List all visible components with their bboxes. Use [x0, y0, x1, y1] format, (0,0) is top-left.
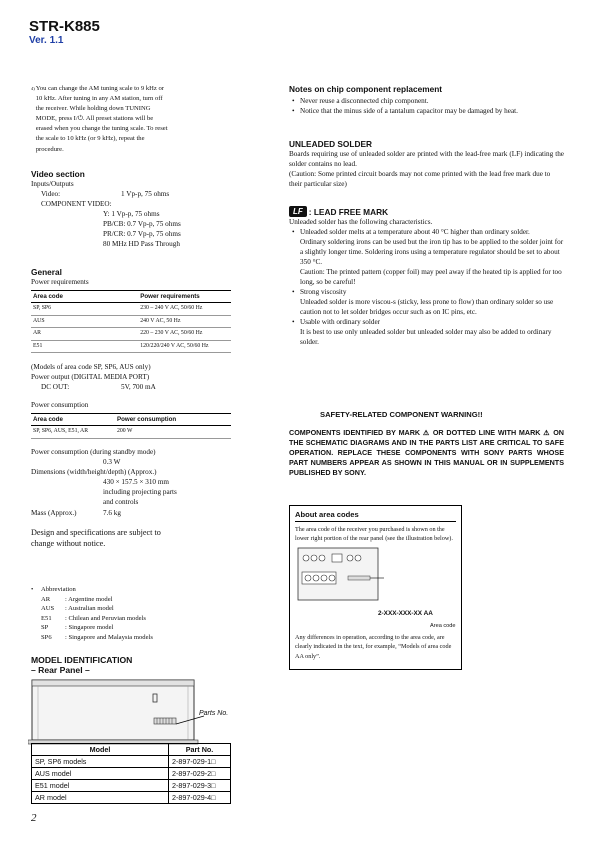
footnote-line: You can change the AM tuning scale to 9 kHz or	[35, 85, 164, 92]
video-section	[31, 169, 253, 249]
parts-no-label: Parts No.	[199, 710, 229, 717]
model-title: STR-K885	[29, 18, 100, 35]
safety-text: COMPONENTS IDENTIFIED BY MARK ⚠ OR DOTTED LINE WITH MARK ⚠ ON THE SCHEMATIC DIAGRAMS AND IN THE PARTS LIST ARE CRITICAL TO SAFE OPERATION. REPLACE THESE COMPONENTS WITH SONY PARTS WHOSE PART NUMBERS APPEAR AS SHOWN IN THIS MANUAL OR IN SUPPLEMENTS PUBLISHED BY SONY.	[289, 428, 564, 477]
footnote-line: 10 kHz. After tuning in any AM station, turn off	[35, 95, 163, 103]
table-cell: 200 W	[115, 426, 231, 439]
footnote-marker: 4)	[31, 86, 35, 91]
power-consumption-label: Power consumption	[31, 401, 89, 410]
chip-notes	[289, 84, 564, 116]
list-item: AUS : Australian model	[41, 605, 114, 613]
power-requirements-table	[31, 290, 231, 353]
abbreviation-section: • Abbreviation AR : Argentine model AUS : Australian model E51 : Chilean and Peruvian models SP : Singapore model SP6 : Singapore and Malaysia models	[31, 585, 253, 643]
table-row	[32, 756, 231, 768]
component-value: 80 MHz HD Pass Through	[103, 240, 180, 248]
footnote-line: MODE, press I/⏻. All preset stations will be	[35, 115, 154, 123]
area-codes-intro: The area code of the receiver you purchased is shown on the lower right portion of the rear panel (see the illustration below).	[295, 526, 453, 543]
power-consumption-table	[31, 413, 231, 439]
standby-label: Power consumption (during standby mode)	[31, 447, 156, 456]
table-header: Power consumption	[115, 414, 231, 426]
table-row	[31, 426, 231, 439]
mass-value: 7.6 kg	[103, 508, 121, 517]
lead-free-title: : LEAD FREE MARK	[308, 206, 389, 217]
bullet-caution: Caution: The printed pattern (copper foil) may peel away if the heated tip is applied for too long, so be careful!	[300, 268, 562, 286]
area-codes-note: Any differences in operation, according to the area code, are clearly indicated in the text, for example, “Models of area code AA only”.	[295, 634, 452, 660]
parts-table	[31, 743, 231, 804]
bullet-text: • Unleaded solder melts at a temperature about 40 °C higher than ordinary solder.	[300, 228, 530, 236]
footnote-line: erased when you change the tuning scale. To reset	[35, 125, 168, 133]
table-row	[32, 780, 231, 792]
video-value: 1 Vp-p, 75 ohms	[121, 190, 170, 198]
area-code-illustration	[292, 544, 460, 602]
table-header: Area code	[31, 291, 138, 303]
component-value: Y: 1 Vp-p, 75 ohms	[103, 210, 160, 218]
unleaded-intro: Boards requiring use of unleaded solder are printed with the lead-free mark (LF) indicating the solder contains no lead.	[289, 150, 564, 168]
table-header: Power requirements	[138, 291, 231, 303]
list-item	[300, 287, 564, 317]
mass-label: Mass (Approx.)	[31, 508, 77, 517]
list-item: SP6 : Singapore and Malaysia models	[41, 633, 153, 641]
list-item: AR : Argentine model	[41, 595, 113, 603]
table-cell: 2-897-029-1□	[169, 756, 231, 768]
area-codes-box	[289, 505, 462, 670]
unleaded-caution: (Caution: Some printed circuit boards may not come printed with the lead free mark due to their particular size)	[289, 170, 551, 188]
power-output-label: Power output (DIGITAL MEDIA PORT)	[31, 373, 150, 382]
list-item	[300, 317, 564, 347]
bullet-detail: Ordinary soldering irons can be used but the iron tip has to be applied to the solder joint for a slightly longer time. Soldering irons using a temperature regulator should be set to about 350 °C.	[300, 238, 564, 266]
dimensions-label: Dimensions (width/height/depth) (Approx.)	[31, 467, 157, 476]
list-item	[300, 227, 564, 287]
area-code-example: 2-XXX-XXX-XX AA	[378, 610, 433, 617]
am-tuning-footnote	[31, 84, 253, 155]
unleaded-title: UNLEADED SOLDER	[289, 139, 372, 149]
list-item: SP : Singapore model	[41, 624, 114, 632]
bullet-text: • Usable with ordinary solder	[300, 318, 381, 326]
power-requirements-label: Power requirements	[31, 278, 89, 286]
table-cell: 2-897-029-2□	[169, 768, 231, 780]
table-cell: AR model	[32, 792, 169, 804]
bullet-detail: Unleaded solder is more viscou-s (sticky, less prone to flow) than ordinary solder so use caution not to let solder bridges occur such as on IC pins, etc.	[300, 298, 554, 316]
lead-free-intro: Unleaded solder has the following characteristics.	[289, 218, 433, 226]
dimensions-value: and controls	[103, 497, 139, 506]
table-cell: 2-897-029-3□	[169, 780, 231, 792]
unleaded-solder-section	[289, 139, 564, 189]
table-cell: 230 – 240 V AC, 50/60 Hz	[138, 303, 231, 316]
safety-title: SAFETY-RELATED COMPONENT WARNING!!	[320, 410, 483, 419]
model-id-subtitle: – Rear Panel –	[31, 665, 90, 675]
table-cell: SP, SP6, AUS, E51, AR	[31, 426, 115, 439]
table-row	[31, 340, 231, 353]
design-note: Design and specifications are subject to	[31, 527, 161, 537]
table-header: Model	[32, 744, 169, 756]
table-row	[31, 303, 231, 316]
inputs-outputs-label: Inputs/Outputs	[31, 180, 74, 188]
table-header: Part No.	[169, 744, 231, 756]
dimensions-value: 430 × 157.5 × 310 mm	[103, 477, 170, 486]
page-number: 2	[31, 812, 37, 824]
list-item: • Never reuse a disconnected chip component.	[300, 96, 564, 106]
table-row	[31, 328, 231, 341]
footnote-line: the scale to 10 kHz (or 9 kHz), repeat the	[35, 135, 145, 143]
chip-notes-title: Notes on chip component replacement	[289, 84, 443, 94]
component-value: PR/CR: 0.7 Vp-p, 75 ohms	[103, 230, 181, 238]
lead-free-logo: LF	[289, 206, 307, 217]
abbreviation-title: Abbreviation	[41, 586, 76, 593]
model-id-title: MODEL IDENTIFICATION	[31, 655, 133, 665]
bullet-detail: It is best to use only unleaded solder but unleaded solder may also be added to ordinary solder.	[300, 328, 552, 346]
table-cell: SP, SP6	[31, 303, 138, 316]
dc-out-value: 5V, 700 mA	[121, 383, 156, 392]
footnote-line: the receiver. While holding down TUNING	[35, 105, 151, 113]
area-codes-title: About area codes	[295, 510, 359, 519]
bullet-text: • Strong viscosity	[300, 288, 347, 296]
footnote-line: procedure.	[35, 145, 64, 153]
rear-panel-illustration	[28, 674, 268, 746]
table-cell: AUS model	[32, 768, 169, 780]
standby-value: 0.3 W	[103, 457, 121, 466]
table-row	[32, 768, 231, 780]
lead-free-section	[289, 206, 564, 347]
design-note: change without notice.	[31, 538, 106, 548]
table-row	[31, 315, 231, 328]
video-section-title: Video section	[31, 169, 85, 179]
table-cell: E51	[31, 340, 138, 353]
models-note: (Models of area code SP, SP6, AUS only)	[31, 363, 151, 372]
table-cell: 240 V AC, 50 Hz	[138, 315, 231, 328]
component-value: PB/CB: 0.7 Vp-p, 75 ohms	[103, 220, 181, 228]
version-label: Ver. 1.1	[29, 35, 64, 46]
table-row	[32, 792, 231, 804]
general-section	[31, 267, 253, 549]
video-label: Video:	[41, 190, 61, 198]
dimensions-value: including projecting parts	[103, 487, 177, 496]
dc-out-label: DC OUT:	[41, 383, 70, 392]
table-cell: AR	[31, 328, 138, 341]
component-video-label: COMPONENT VIDEO:	[41, 200, 112, 208]
table-cell: SP, SP6 models	[32, 756, 169, 768]
list-item: • Notice that the minus side of a tantalum capacitor may be damaged by heat.	[300, 106, 564, 116]
table-cell: 2-897-029-4□	[169, 792, 231, 804]
table-cell: 120/220/240 V AC, 50/60 Hz	[138, 340, 231, 353]
model-identification	[31, 655, 253, 675]
table-cell: 220 – 230 V AC, 50/60 Hz	[138, 328, 231, 341]
table-cell: E51 model	[32, 780, 169, 792]
area-code-label: Area code	[430, 623, 456, 629]
table-header: Area code	[31, 414, 115, 426]
general-title: General	[31, 267, 62, 277]
table-cell: AUS	[31, 315, 138, 328]
list-item: E51 : Chilean and Peruvian models	[41, 614, 146, 622]
